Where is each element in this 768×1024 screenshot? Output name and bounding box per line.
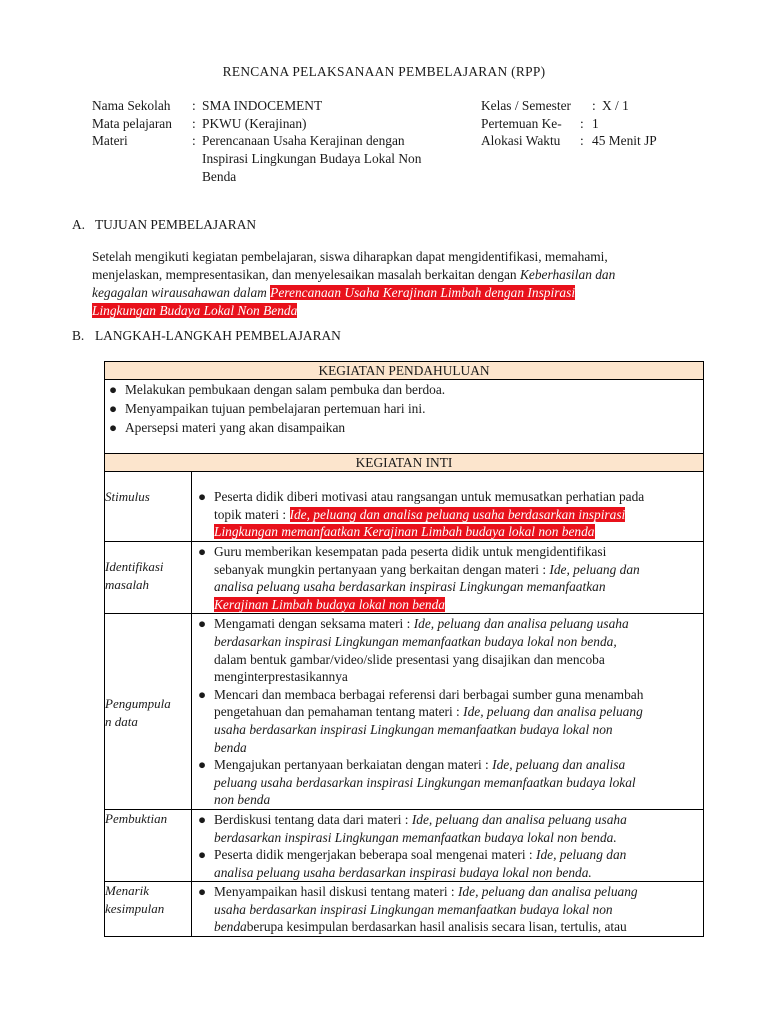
italic-text: Ide, peluang dan	[549, 561, 640, 577]
bullet-icon: ●	[109, 420, 118, 435]
stage-body-identifikasi	[192, 542, 704, 614]
line-text: berdasarkan inspirasi Lingkungan memanfaatkan budaya lokal non benda,	[214, 633, 617, 649]
line-text	[214, 846, 703, 864]
list-item	[192, 615, 703, 685]
paragraph-highlight: Perencanaan Usaha Kerajinan Limbah dengan Inspirasi	[270, 285, 576, 300]
table-row	[105, 809, 704, 881]
highlight-text: Ide, peluang dan analisa peluang usaha berdasarkan inspirasi	[289, 506, 626, 522]
learning-steps-table	[104, 361, 704, 937]
line-text: analisa peluang usaha berdasarkan inspirasi Lingkungan memanfaatkan	[214, 579, 606, 595]
list-item	[192, 811, 703, 846]
highlight-text: Kerajinan Limbah budaya lokal non benda	[214, 596, 445, 612]
list-item	[105, 399, 703, 418]
info-value-meeting: 1	[592, 116, 599, 131]
info-colon: :	[592, 98, 596, 113]
info-label-meeting: Pertemuan Ke-	[481, 116, 562, 131]
stage-name-pembuktian	[105, 809, 192, 881]
italic-text: Ide, peluang dan analisa peluang	[463, 704, 643, 720]
stage-body-stimulus	[192, 472, 704, 542]
table-row	[105, 882, 704, 937]
italic-text: Ide, peluang dan analisa	[492, 757, 626, 773]
info-value-material-line: Benda	[202, 169, 237, 184]
line-text	[214, 506, 703, 524]
table-row	[105, 472, 704, 542]
italic-text: Ide, peluang dan	[536, 847, 627, 863]
table-row	[105, 362, 704, 380]
stage-name-text: Menarik	[105, 883, 150, 899]
text: Mengamati dengan seksama materi :	[214, 616, 414, 632]
table-row	[105, 614, 704, 810]
text: pengetahuan dan pemahaman tentang materi :	[214, 704, 464, 720]
info-colon: :	[192, 98, 196, 113]
section-b-letter: B.	[72, 328, 85, 343]
line-text	[214, 703, 703, 721]
line-text	[214, 811, 703, 829]
line-text	[214, 615, 703, 633]
paragraph-line	[92, 302, 652, 320]
text: Menyampaikan hasil diskusi tentang materi :	[214, 884, 458, 900]
line-text: usaha berdasarkan inspirasi Lingkungan memanfaatkan budaya lokal non	[214, 901, 613, 917]
line-text: usaha berdasarkan inspirasi Lingkungan memanfaatkan budaya lokal non	[214, 721, 613, 737]
info-value-subject: PKWU (Kerajinan)	[202, 116, 307, 131]
section-b-heading: LANGKAH-LANGKAH PEMBELAJARAN	[95, 328, 341, 343]
list-item	[192, 686, 703, 756]
line-text: berdasarkan inspirasi Lingkungan memanfaatkan budaya lokal non benda.	[214, 829, 617, 845]
stage-name-text: Stimulus	[105, 489, 150, 504]
stage-name-pengumpulan	[105, 614, 192, 810]
bullet-icon: ●	[109, 401, 118, 416]
line-text	[214, 756, 703, 774]
line-text	[214, 918, 703, 936]
text: sebanyak mungkin pertanyaan yang berkaitan dengan materi :	[214, 561, 550, 577]
table-row	[105, 380, 704, 454]
stage-name-text: masalah	[105, 577, 150, 592]
italic-text: Ide, peluang dan analisa peluang	[457, 884, 638, 900]
info-value-material-line: Perencanaan Usaha Kerajinan dengan	[202, 133, 405, 148]
bullet-icon: ●	[198, 847, 207, 863]
phase-header-inti: KEGIATAN INTI	[105, 454, 704, 472]
line-text: dalam bentuk gambar/video/slide presentasi yang disajikan dan mencoba	[214, 651, 605, 667]
info-colon: :	[192, 133, 196, 148]
info-label-time: Alokasi Waktu	[481, 133, 561, 148]
line-text	[214, 561, 703, 579]
paragraph-text: menjelaskan, mempresentasikan, dan menyelesaikan masalah berkaitan dengan	[92, 267, 520, 282]
list-item-text: Menyampaikan tujuan pembelajaran pertemuan hari ini.	[125, 401, 426, 416]
line-text: Peserta didik diberi motivasi atau rangsangan untuk memusatkan perhatian pada	[214, 489, 645, 504]
stage-name-stimulus	[105, 472, 192, 542]
bullet-icon: ●	[109, 382, 118, 397]
line-text: Mencari dan membaca berbagai referensi dari berbagai sumber guna menambah	[214, 686, 644, 702]
line-text: menginterprestasikannya	[214, 669, 348, 685]
bullet-icon: ●	[198, 884, 207, 900]
section-a-letter: A.	[72, 217, 86, 232]
list-item-text: Apersepsi materi yang akan disampaikan	[125, 420, 346, 435]
stage-body-pengumpulan	[192, 614, 704, 810]
text: Mengajukan pertanyaan berkaiatan dengan materi :	[214, 757, 493, 773]
list-item	[192, 488, 703, 541]
line-text: analisa peluang usaha berdasarkan inspirasi budaya lokal non benda.	[214, 864, 592, 880]
line-text	[214, 883, 703, 901]
document-title: RENCANA PELAKSANAAN PEMBELAJARAN (RPP)	[222, 64, 546, 79]
stage-name-text: Identifikasi	[105, 559, 164, 574]
stage-name-text: Pembuktian	[105, 810, 168, 826]
paragraph-highlight: Lingkungan Budaya Lokal Non Benda	[92, 303, 298, 318]
info-value-class: X / 1	[602, 98, 629, 113]
line-text: Guru memberikan kesempatan pada peserta didik untuk mengidentifikasi	[214, 544, 607, 559]
info-value-material-line: Inspirasi Lingkungan Budaya Lokal Non	[202, 151, 422, 166]
text: topik materi :	[214, 506, 290, 522]
bullet-icon: ●	[198, 686, 207, 702]
list-item	[105, 380, 703, 399]
info-colon: :	[580, 116, 584, 131]
bullet-icon: ●	[198, 616, 207, 632]
info-label-school: Nama Sekolah	[92, 98, 171, 113]
phase-header-pendahuluan: KEGIATAN PENDAHULUAN	[105, 362, 704, 380]
paragraph-italic: kegagalan wirausahawan dalam	[92, 285, 271, 300]
bullet-icon: ●	[198, 489, 207, 504]
stage-name-identifikasi	[105, 542, 192, 614]
paragraph-line: Setelah mengikuti kegiatan pembelajaran, siswa diharapkan dapat mengidentifikasi, memahami,	[92, 249, 608, 264]
pendahuluan-cell	[105, 380, 704, 454]
stage-name-text: n data	[105, 714, 138, 730]
list-item	[105, 418, 703, 437]
line-text	[214, 523, 703, 541]
list-item	[192, 543, 703, 613]
info-value-time: 45 Menit JP	[592, 133, 657, 148]
highlight-text: Lingkungan memanfaatkan Kerajinan Limbah budaya lokal non benda	[214, 524, 595, 540]
info-value-school: SMA INDOCEMENT	[202, 98, 323, 113]
text: Peserta didik mengerjakan beberapa soal mengenai materi :	[214, 847, 536, 863]
objective-paragraph	[92, 248, 652, 320]
bullet-icon: ●	[198, 757, 207, 773]
text: berupa kesimpulan berdasarkan hasil analisis secara lisan, tertulis, atau	[246, 919, 627, 935]
bullet-icon: ●	[198, 811, 207, 827]
line-text	[214, 596, 703, 614]
list-item	[192, 846, 703, 881]
list-item	[192, 756, 703, 809]
italic-text: benda	[214, 919, 247, 935]
stage-body-kesimpulan	[192, 882, 704, 937]
section-a-heading: TUJUAN PEMBELAJARAN	[95, 217, 257, 232]
list-item-text: Melakukan pembukaan dengan salam pembuka dan berdoa.	[125, 382, 446, 397]
paragraph-line	[92, 266, 652, 284]
line-text: benda	[214, 739, 247, 755]
info-label-subject: Mata pelajaran	[92, 116, 172, 131]
stage-name-kesimpulan	[105, 882, 192, 937]
info-label-class: Kelas / Semester	[481, 98, 571, 113]
info-colon: :	[580, 133, 584, 148]
stage-name-text: kesimpulan	[105, 901, 165, 917]
table-row	[105, 454, 704, 472]
italic-text: Ide, peluang dan analisa peluang usaha	[411, 811, 627, 827]
info-colon: :	[192, 116, 196, 131]
text: Berdiskusi tentang data dari materi :	[214, 811, 412, 827]
bullet-icon: ●	[198, 544, 207, 559]
paragraph-italic: Keberhasilan dan	[519, 267, 616, 282]
italic-text: Ide, peluang dan analisa peluang usaha	[413, 616, 629, 632]
line-text: non benda	[214, 792, 271, 808]
stage-name-text: Pengumpula	[105, 696, 171, 712]
line-text: peluang usaha berdasarkan inspirasi Lingkungan memanfaatkan budaya lokal	[214, 774, 636, 790]
info-label-material: Materi	[92, 133, 128, 148]
stage-body-pembuktian	[192, 809, 704, 881]
table-row	[105, 542, 704, 614]
paragraph-line	[92, 284, 652, 302]
list-item	[192, 883, 703, 936]
